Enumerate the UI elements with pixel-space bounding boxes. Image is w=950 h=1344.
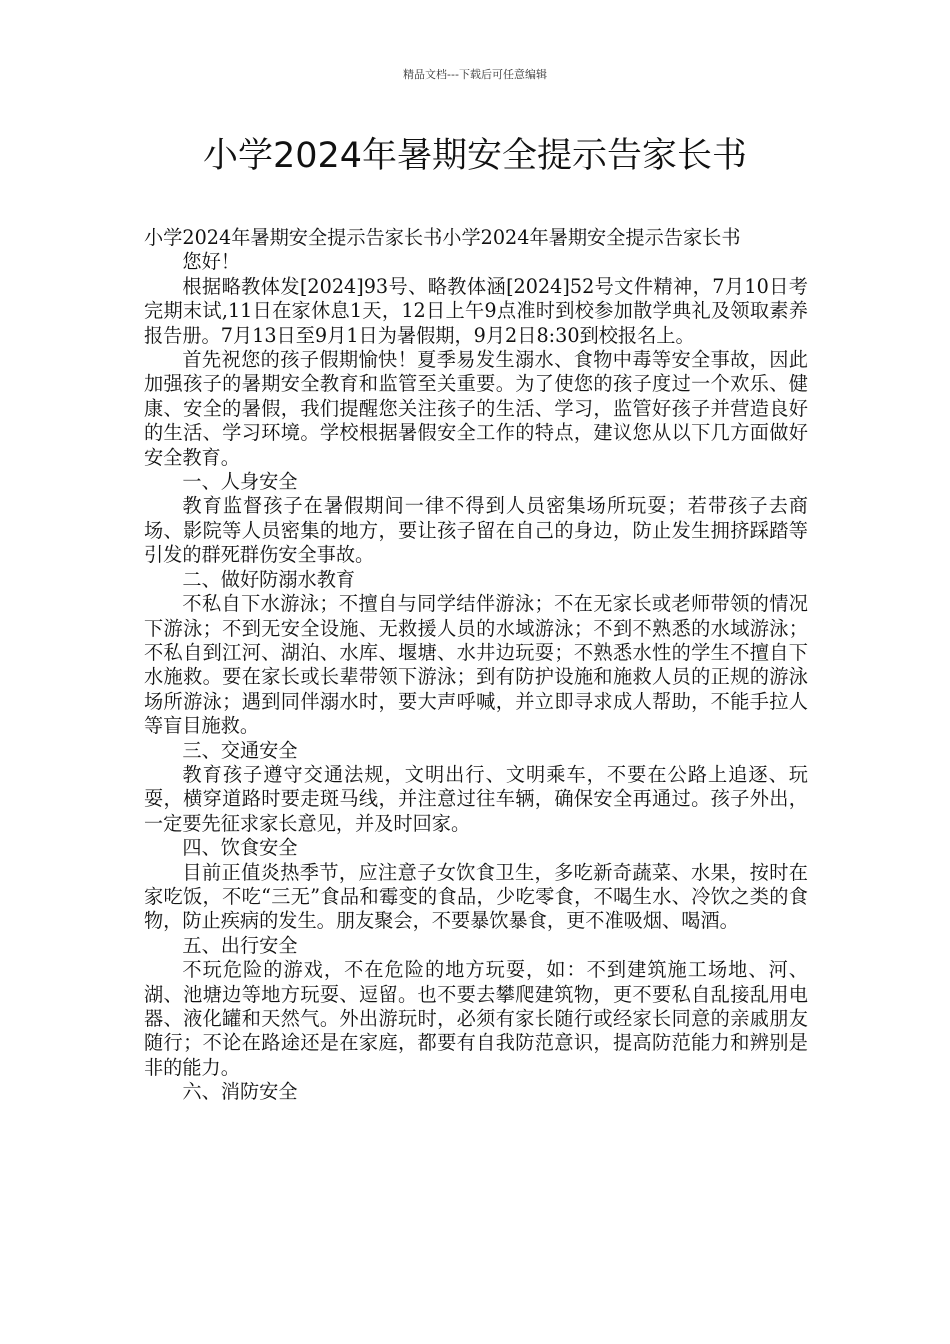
section-heading-traffic-safety: 三、交通安全 (182, 738, 298, 762)
document-title: 小学2024年暑期安全提示告家长书 (202, 136, 748, 176)
paragraph-drowning-prevention: 不私自下水游泳；不擅自与同学结伴游泳；不在无家长或老师带领的情况下游泳；不到无安全设施、无救援人员的水域游泳；不到不熟悉的水域游泳；不私自到江河、湖泊、水库、堰塘、水井边玩耍；不熟悉水性的学生不擅自下水施救。要在家长或长辈带领下游泳；到有防护设施和施救人员的正规的游泳场所游泳；遇到同伴溺水时，要大声呼喊，并立即寻求成人帮助，不能手拉人等盲目施救。 (144, 592, 808, 738)
paragraph-overview: 首先祝您的孩子假期愉快！夏季易发生溺水、食物中毒等安全事故，因此加强孩子的暑期安全教育和监管至关重要。为了使您的孩子度过一个欢乐、健康、安全的暑假，我们提醒您关注孩子的生活、学习，监管好孩子并营造良好的生活、学习环境。学校根据暑假安全工作的特点，建议您从以下几方面做好安全教育。 (144, 348, 808, 469)
header-note: 精品文档---下载后可任意编辑 (403, 68, 547, 81)
paragraph-traffic-safety: 教育孩子遵守交通法规，文明出行、文明乘车，不要在公路上追逐、玩耍，横穿道路时要走斑马线，并注意过往车辆，确保安全再通过。孩子外出，一定要先征求家长意见，并及时回家。 (144, 762, 808, 835)
paragraph-personal-safety: 教育监督孩子在暑假期间一律不得到人员密集场所玩耍；若带孩子去商场、影院等人员密集的地方，要让孩子留在自己的身边，防止发生拥挤踩踏等引发的群死群伤安全事故。 (144, 494, 808, 567)
paragraph-food-safety: 目前正值炎热季节，应注意子女饮食卫生，多吃新奇蔬菜、水果，按时在家吃饭，不吃“三无”食品和霉变的食品，少吃零食，不喝生水、冷饮之类的食物，防止疾病的发生。朋友聚会，不要暴饮暴食，更不准吸烟、喝酒。 (144, 860, 808, 933)
section-heading-food-safety: 四、饮食安全 (182, 836, 298, 860)
document-body (144, 226, 808, 1105)
section-heading-drowning-prevention: 二、做好防溺水教育 (182, 567, 356, 591)
paragraph-schedule: 根据略教体发[2024]93号、略教体涵[2024]52号文件精神，7月10日考完期末试,11日在家休息1天，12日上午9点准时到校参加散学典礼及领取素养报告册。7月13日至9月1日为暑假期，9月2日8:30到校报名上。 (144, 274, 808, 347)
section-heading-fire-safety: 六、消防安全 (182, 1080, 298, 1104)
paragraph-outing-safety: 不玩危险的游戏，不在危险的地方玩耍，如：不到建筑施工场地、河、湖、池塘边等地方玩耍、逗留。也不要去攀爬建筑物，更不要私自乱接乱用电器、液化罐和天然气。外出游玩时，必须有家长随行或经家长同意的亲戚朋友随行；不论在路途还是在家庭，都要有自我防范意识，提高防范能力和辨别是非的能力。 (144, 958, 808, 1079)
paragraph-intro: 小学2024年暑期安全提示告家长书小学2024年暑期安全提示告家长书 (144, 226, 741, 249)
section-heading-personal-safety: 一、人身安全 (182, 470, 298, 494)
section-heading-outing-safety: 五、出行安全 (182, 933, 298, 957)
paragraph-greeting: 您好！ (182, 250, 240, 274)
